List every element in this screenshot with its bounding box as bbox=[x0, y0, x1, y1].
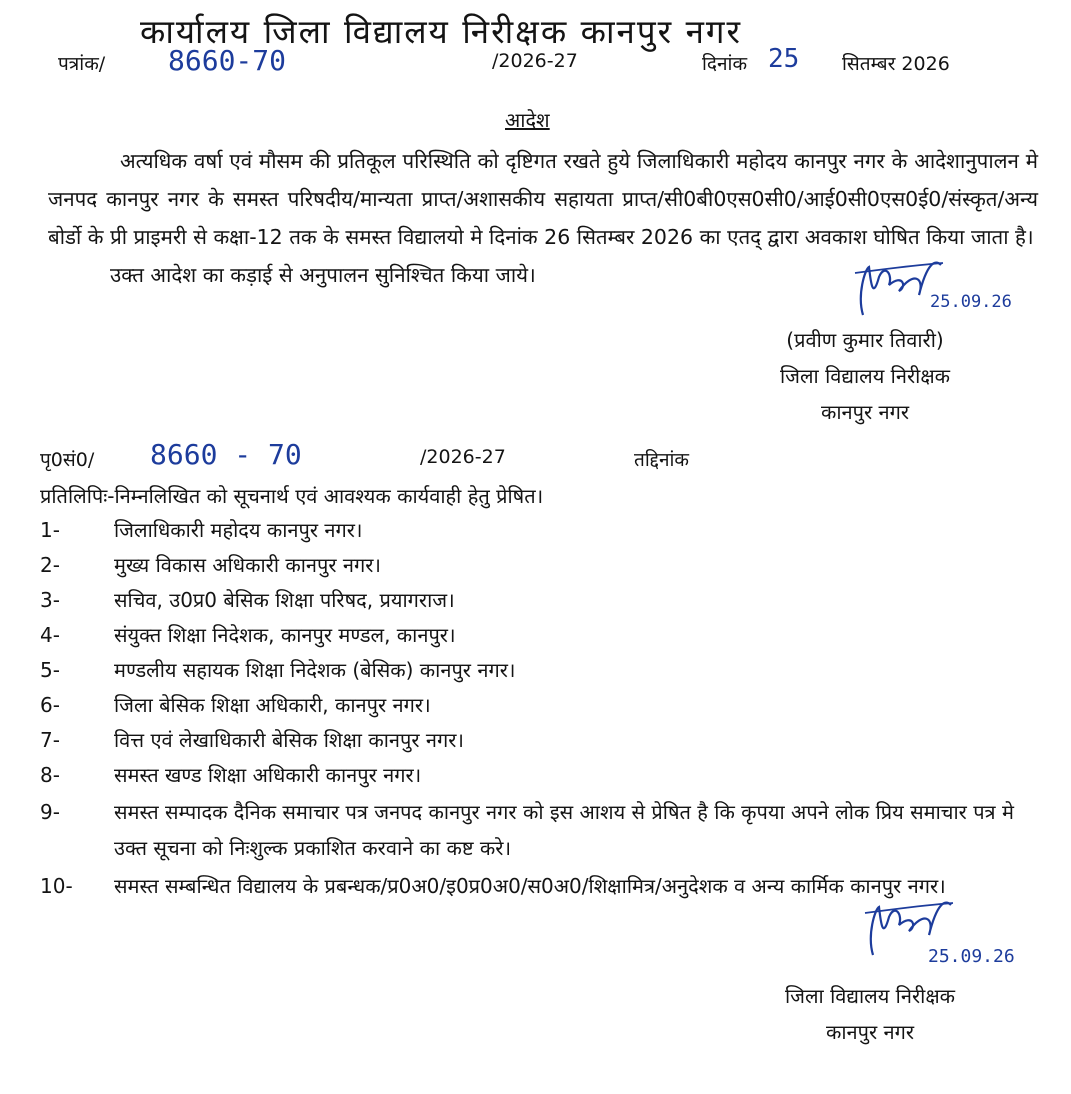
list-item-text: सचिव, उ0प्र0 बेसिक शिक्षा परिषद, प्रयागराज। bbox=[114, 588, 455, 612]
list-item-number: 6- bbox=[40, 693, 60, 717]
signature-1-designation: जिला विद्यालय निरीक्षक bbox=[779, 364, 951, 388]
list-item-text: समस्त खण्ड शिक्षा अधिकारी कानपुर नगर। bbox=[114, 763, 422, 787]
signature-2-block bbox=[700, 978, 1040, 1050]
ref-year: /2026-27 bbox=[492, 50, 578, 72]
list-item-text: संयुक्त शिक्षा निदेशक, कानपुर मण्डल, कानपुर। bbox=[114, 623, 456, 647]
list-item-text: मण्डलीय सहायक शिक्षा निदेशक (बेसिक) कानपुर नगर। bbox=[114, 658, 516, 682]
ref-label: पत्रांक/ bbox=[58, 53, 106, 75]
copy-date-label: तद्दिनांक bbox=[634, 449, 690, 471]
signature-1-location: कानपुर नगर bbox=[820, 400, 910, 424]
date-day-handwritten: 25 bbox=[768, 44, 800, 74]
signature-1-name: (प्रवीण कुमार तिवारी) bbox=[786, 328, 944, 352]
ref-number-handwritten: 8660-70 bbox=[168, 44, 287, 77]
signature-2-date: 25.09.26 bbox=[928, 946, 1015, 967]
list-item-number: 9- bbox=[40, 800, 60, 824]
signature-1-date: 25.09.26 bbox=[930, 292, 1012, 312]
date-label: दिनांक bbox=[702, 53, 748, 75]
signature-1-scribble bbox=[845, 255, 1005, 325]
list-item-text: समस्त सम्बन्धित विद्यालय के प्रबन्धक/प्र0अ0/इ0प्र0अ0/स0अ0/शिक्षामित्र/अनुदेशक व अन्य कार्मिक कानपुर नगर। bbox=[114, 874, 946, 898]
list-item-text: जिलाधिकारी महोदय कानपुर नगर। bbox=[114, 518, 363, 542]
office-title: कार्यालय जिला विद्यालय निरीक्षक कानपुर नगर bbox=[140, 12, 742, 51]
copy-ref-label: पृ0सं0/ bbox=[40, 449, 95, 471]
order-heading: आदेश bbox=[505, 108, 550, 132]
order-paragraph-2: उक्त आदेश का कड़ाई से अनुपालन सुनिश्चित किया जाये। bbox=[110, 263, 536, 287]
copy-ref-number-handwritten: 8660 - 70 bbox=[150, 438, 302, 471]
list-item-number: 3- bbox=[40, 588, 60, 612]
list-item-text: जिला बेसिक शिक्षा अधिकारी, कानपुर नगर। bbox=[114, 693, 431, 717]
list-item-number: 5- bbox=[40, 658, 60, 682]
signature-2-location: कानपुर नगर bbox=[825, 1020, 915, 1044]
signature-2-designation: जिला विद्यालय निरीक्षक bbox=[784, 984, 956, 1008]
signature-1-block bbox=[700, 322, 1030, 430]
list-item-number: 2- bbox=[40, 553, 60, 577]
list-item-number: 4- bbox=[40, 623, 60, 647]
date-month-year: सितम्बर 2026 bbox=[842, 53, 950, 75]
list-item-number: 8- bbox=[40, 763, 60, 787]
list-item-number: 1- bbox=[40, 518, 60, 542]
copy-ref-year: /2026-27 bbox=[420, 446, 506, 468]
order-paragraph-1: अत्यधिक वर्षा एवं मौसम की प्रतिकूल परिस्थिति को दृष्टिगत रखते हुये जिलाधिकारी महोदय कानपुर नगर के आदेशानुपालन मे जनपद कानपुर नगर के समस्त परिषदीय/मान्यता प्राप्त/अशासकीय सहायता प्राप्त/सी0बी0एस0सी0/आई0सी0एस0ई0/संस्कृत/अन्य बोर्डो के प्री प्राइमरी से कक्षा-12 तक के समस्त विद्यालयो मे दिनांक 26 सितम्बर 2026 का एतद् द्वारा अवकाश घोषित किया जाता है। bbox=[48, 149, 1038, 249]
list-item-text: वित्त एवं लेखाधिकारी बेसिक शिक्षा कानपुर नगर। bbox=[114, 728, 465, 752]
copy-intro: प्रतिलिपिः-निम्नलिखित को सूचनार्थ एवं आवश्यक कार्यवाही हेतु प्रेषित। bbox=[40, 484, 544, 508]
list-item-number: 7- bbox=[40, 728, 60, 752]
list-item-text: समस्त सम्पादक दैनिक समाचार पत्र जनपद कानपुर नगर को इस आशय से प्रेषित है कि कृपया अपने लोक प्रिय समाचार पत्र मे उक्त सूचना को निःशुल्क प्रकाशित करवाने का कष्ट करे। bbox=[114, 800, 1014, 860]
list-item-text: मुख्य विकास अधिकारी कानपुर नगर। bbox=[114, 553, 382, 577]
list-item-number: 10- bbox=[40, 874, 73, 898]
